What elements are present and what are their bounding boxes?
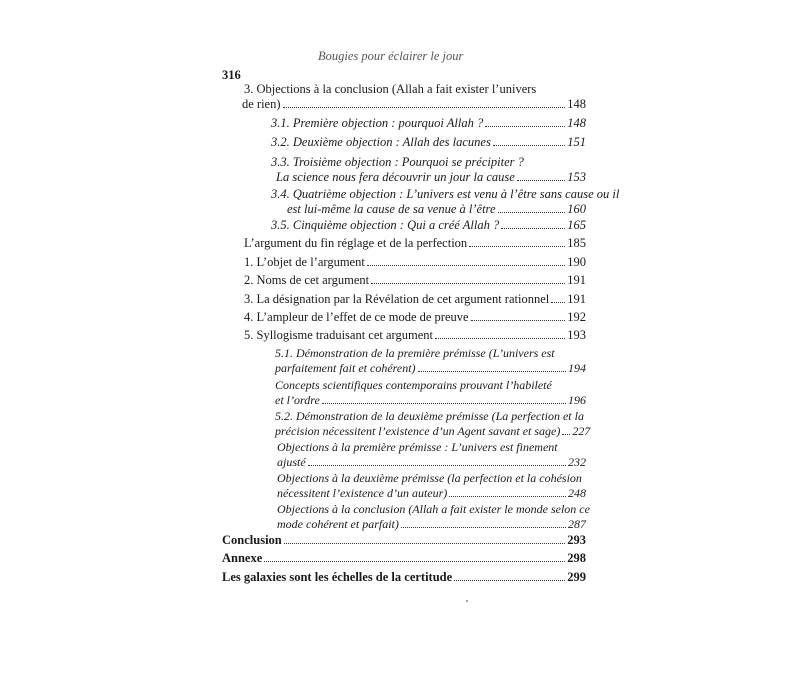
toc-entry-title: 2. Noms de cet argument (244, 273, 370, 287)
toc-page-number: 148 (567, 116, 586, 130)
toc-page-number: 192 (567, 310, 586, 324)
toc-entry-title: Objections à la deuxième prémisse (la perfection et la cohésion (277, 471, 582, 485)
toc-page-number: 232 (568, 455, 586, 469)
leader-dots (454, 580, 565, 581)
toc-page-number: 160 (567, 202, 586, 216)
toc-page-number: 293 (567, 533, 586, 547)
leader-dots (485, 126, 565, 127)
toc-page-number: 193 (567, 328, 586, 342)
leader-dots (501, 228, 565, 229)
leader-dots (264, 561, 565, 562)
toc-entry (244, 273, 586, 288)
toc-entry (275, 346, 586, 376)
leader-dots (449, 496, 566, 497)
toc-page-number: 194 (568, 361, 586, 375)
toc-entry-title: 3.4. Quatrième objection : L’univers est venu à l’être sans cause ou il (271, 187, 620, 201)
toc-entry (271, 218, 586, 233)
leader-dots (469, 246, 565, 247)
leader-dots (322, 403, 566, 404)
toc-entry-title-cont: ajusté (277, 455, 306, 469)
toc-entry (271, 187, 620, 217)
leader-dots (283, 107, 566, 108)
toc-entry-title: 3.5. Cinquième objection : Qui a créé Allah ? (271, 218, 500, 232)
toc-entry (271, 135, 586, 150)
leader-dots (371, 283, 565, 284)
running-title: Bougies pour éclairer le jour (318, 49, 464, 63)
toc-page-number: 227 (572, 424, 591, 438)
leader-dots (471, 320, 566, 321)
leader-dots (562, 434, 570, 435)
toc-page-number: 165 (567, 218, 586, 232)
toc-page-number: 191 (567, 292, 586, 306)
leader-dots (493, 145, 565, 146)
toc-entry-title: L’argument du fin réglage et de la perfection (244, 236, 468, 250)
toc-entry (244, 310, 586, 325)
toc-entry-title: 5.1. Démonstration de la première prémisse (L’univers est (275, 346, 555, 360)
toc-entry (277, 502, 590, 532)
toc-entry (271, 155, 586, 185)
leader-dots (401, 527, 566, 528)
toc-entry (275, 378, 586, 408)
toc-entry (271, 116, 586, 131)
toc-page-number: 190 (567, 255, 586, 269)
toc-entry-title-cont: et l’ordre (275, 393, 320, 407)
toc-entry-title: 5. Syllogisme traduisant cet argument (244, 328, 433, 342)
toc-entry (277, 471, 586, 501)
toc-entry (222, 533, 586, 548)
toc-entry-title: 3.3. Troisième objection : Pourquoi se précipiter ? (271, 155, 524, 169)
toc-entry-title-cont: mode cohérent et parfait) (277, 517, 399, 531)
toc-entry-title: 3.2. Deuxième objection : Allah des lacunes (271, 135, 491, 149)
toc-page-number: 299 (567, 570, 586, 584)
toc-entry (244, 236, 586, 251)
toc-entry-title: Annexe (222, 551, 263, 565)
toc-entry (275, 409, 591, 439)
toc-entry-title-cont: de rien) (242, 97, 281, 111)
toc-entry-title: 3. La désignation par la Révélation de cet argument rationnel (244, 292, 550, 306)
toc-page-number: 196 (568, 393, 586, 407)
toc-page-number: 298 (567, 551, 586, 565)
leader-dots (284, 543, 566, 544)
toc-entry-title: Concepts scientifiques contemporains prouvant l’habileté (275, 378, 552, 392)
toc-page-number: 248 (568, 486, 586, 500)
leader-dots (367, 265, 565, 266)
toc-entry-title: Conclusion (222, 533, 282, 547)
toc-entry (244, 82, 586, 112)
toc-page-number: 185 (567, 236, 586, 250)
toc-page-number: 148 (567, 97, 586, 111)
toc-entry-title: Objections à la conclusion (Allah a fait exister le monde selon ce (277, 502, 590, 516)
page-number: 316 (222, 68, 241, 82)
leader-dots (517, 180, 565, 181)
toc-entry-title: 4. L’ampleur de l’effet de ce mode de preuve (244, 310, 469, 324)
toc-entry-title-cont: est lui-même la cause de sa venue à l’être (287, 202, 496, 216)
toc-entry-title-cont: La science nous fera découvrir un jour la cause (276, 170, 515, 184)
toc-page-number: 151 (567, 135, 586, 149)
toc-entry-title: Objections à la première prémisse : L’univers est finement (277, 440, 558, 454)
toc-page-number: 153 (567, 170, 586, 184)
toc-entry-title: 3.1. Première objection : pourquoi Allah ? (271, 116, 484, 130)
leader-dots (418, 371, 566, 372)
leader-dots (498, 212, 566, 213)
toc-entry-title-cont: nécessitent l’existence d’un auteur) (277, 486, 448, 500)
paper-speck (466, 600, 468, 602)
toc-entry-title: 5.2. Démonstration de la deuxième prémisse (La perfection et la (275, 409, 584, 423)
toc-entry-title-cont: parfaitement fait et cohérent) (275, 361, 416, 375)
toc-entry-title: 1. L’objet de l’argument (244, 255, 365, 269)
toc-entry (244, 292, 586, 307)
leader-dots (551, 302, 565, 303)
toc-entry (244, 255, 586, 270)
toc-page-number: 191 (567, 273, 586, 287)
toc-page-number: 287 (568, 517, 586, 531)
toc-entry (222, 570, 586, 585)
leader-dots (435, 338, 565, 339)
toc-entry-title: 3. Objections à la conclusion (Allah a fait exister l’univers (244, 82, 537, 96)
toc-entry (222, 551, 586, 566)
toc-entry (244, 328, 586, 343)
leader-dots (308, 465, 566, 466)
toc-entry (277, 440, 586, 470)
toc-entry-title-cont: précision nécessitent l’existence d’un Agent savant et sage) (275, 424, 561, 438)
toc-entry-title: Les galaxies sont les échelles de la certitude (222, 570, 453, 584)
